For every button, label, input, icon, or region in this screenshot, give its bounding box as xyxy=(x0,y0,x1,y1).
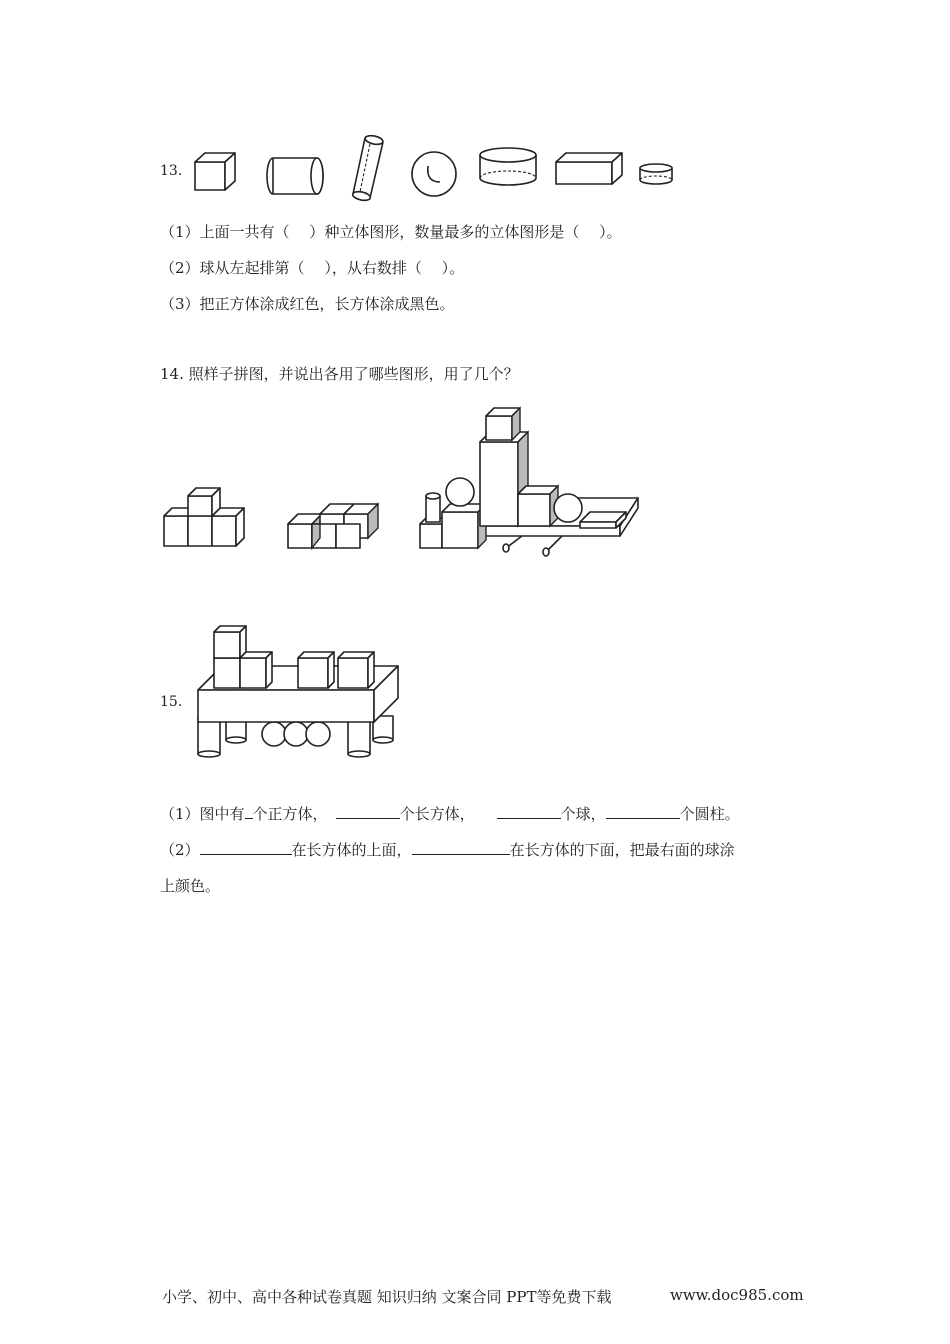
q15-subquestion-1 xyxy=(160,804,740,824)
footer-url[interactable]: www.doc985.com xyxy=(670,1286,804,1304)
cylinder-icon xyxy=(480,148,536,185)
footer-text: 小学、初中、高中各种试卷真题 知识归纳 文案合同 PPT等免费下载 xyxy=(162,1288,612,1306)
answer-blank[interactable] xyxy=(336,804,400,819)
q13-subquestion-2: （2）球从左起排第（ ），从右数排（ ）。 xyxy=(160,259,465,277)
answer-blank[interactable] xyxy=(606,804,680,819)
q15-number: 15. xyxy=(160,694,183,710)
q15-line1-part-a: （1）图中有 xyxy=(160,805,245,823)
cube-stack-figure xyxy=(164,488,244,546)
q15-line1-part-d: 个球， xyxy=(560,805,606,823)
q15-table-figure xyxy=(190,620,410,760)
cylinder-icon xyxy=(267,158,323,194)
q13-subquestion-1: （1）上面一共有（ ）种立体图形，数量最多的立体图形是（ ）。 xyxy=(160,223,622,241)
answer-blank[interactable] xyxy=(245,804,253,819)
q15-subquestion-2-continued: 上颜色。 xyxy=(160,877,221,895)
cylinder-icon xyxy=(352,134,384,202)
q13-shapes-row xyxy=(190,130,710,200)
q13-number: 13. xyxy=(160,163,183,179)
answer-blank[interactable] xyxy=(200,840,292,855)
answer-blank[interactable] xyxy=(412,840,510,855)
q15-line1-part-b: 个正方体， xyxy=(252,805,328,823)
mixed-shapes-figure xyxy=(420,408,638,556)
cube-icon xyxy=(214,626,246,658)
cube-icon xyxy=(240,652,272,688)
q14-prompt: 照样子拼图，并说出各用了哪些图形，用了几个？ xyxy=(188,365,519,383)
q15-line2-part-b: 在长方体的上面， xyxy=(291,841,412,859)
answer-blank[interactable] xyxy=(497,804,561,819)
q15-subquestion-2 xyxy=(160,840,735,860)
sphere-icon xyxy=(412,152,456,196)
cube-row-figure xyxy=(288,504,378,548)
q15-line2-part-a: （2） xyxy=(160,841,200,859)
cube-icon xyxy=(195,153,235,190)
q14-sample-figures xyxy=(160,400,660,560)
cylinder-icon xyxy=(640,164,672,184)
cuboid-icon xyxy=(556,153,622,184)
q14-number: 14. xyxy=(160,365,184,383)
q15-line1-part-e: 个圆柱。 xyxy=(679,805,740,823)
q13-subquestion-3: （3）把正方体涂成红色，长方体涂成黑色。 xyxy=(160,295,455,313)
q15-line2-part-c: 在长方体的下面，把最右面的球涂 xyxy=(509,841,735,859)
cube-icon xyxy=(298,652,334,688)
q15-line1-part-c: 个长方体， xyxy=(399,805,475,823)
cube-icon xyxy=(338,652,374,688)
q14-header xyxy=(160,364,519,384)
